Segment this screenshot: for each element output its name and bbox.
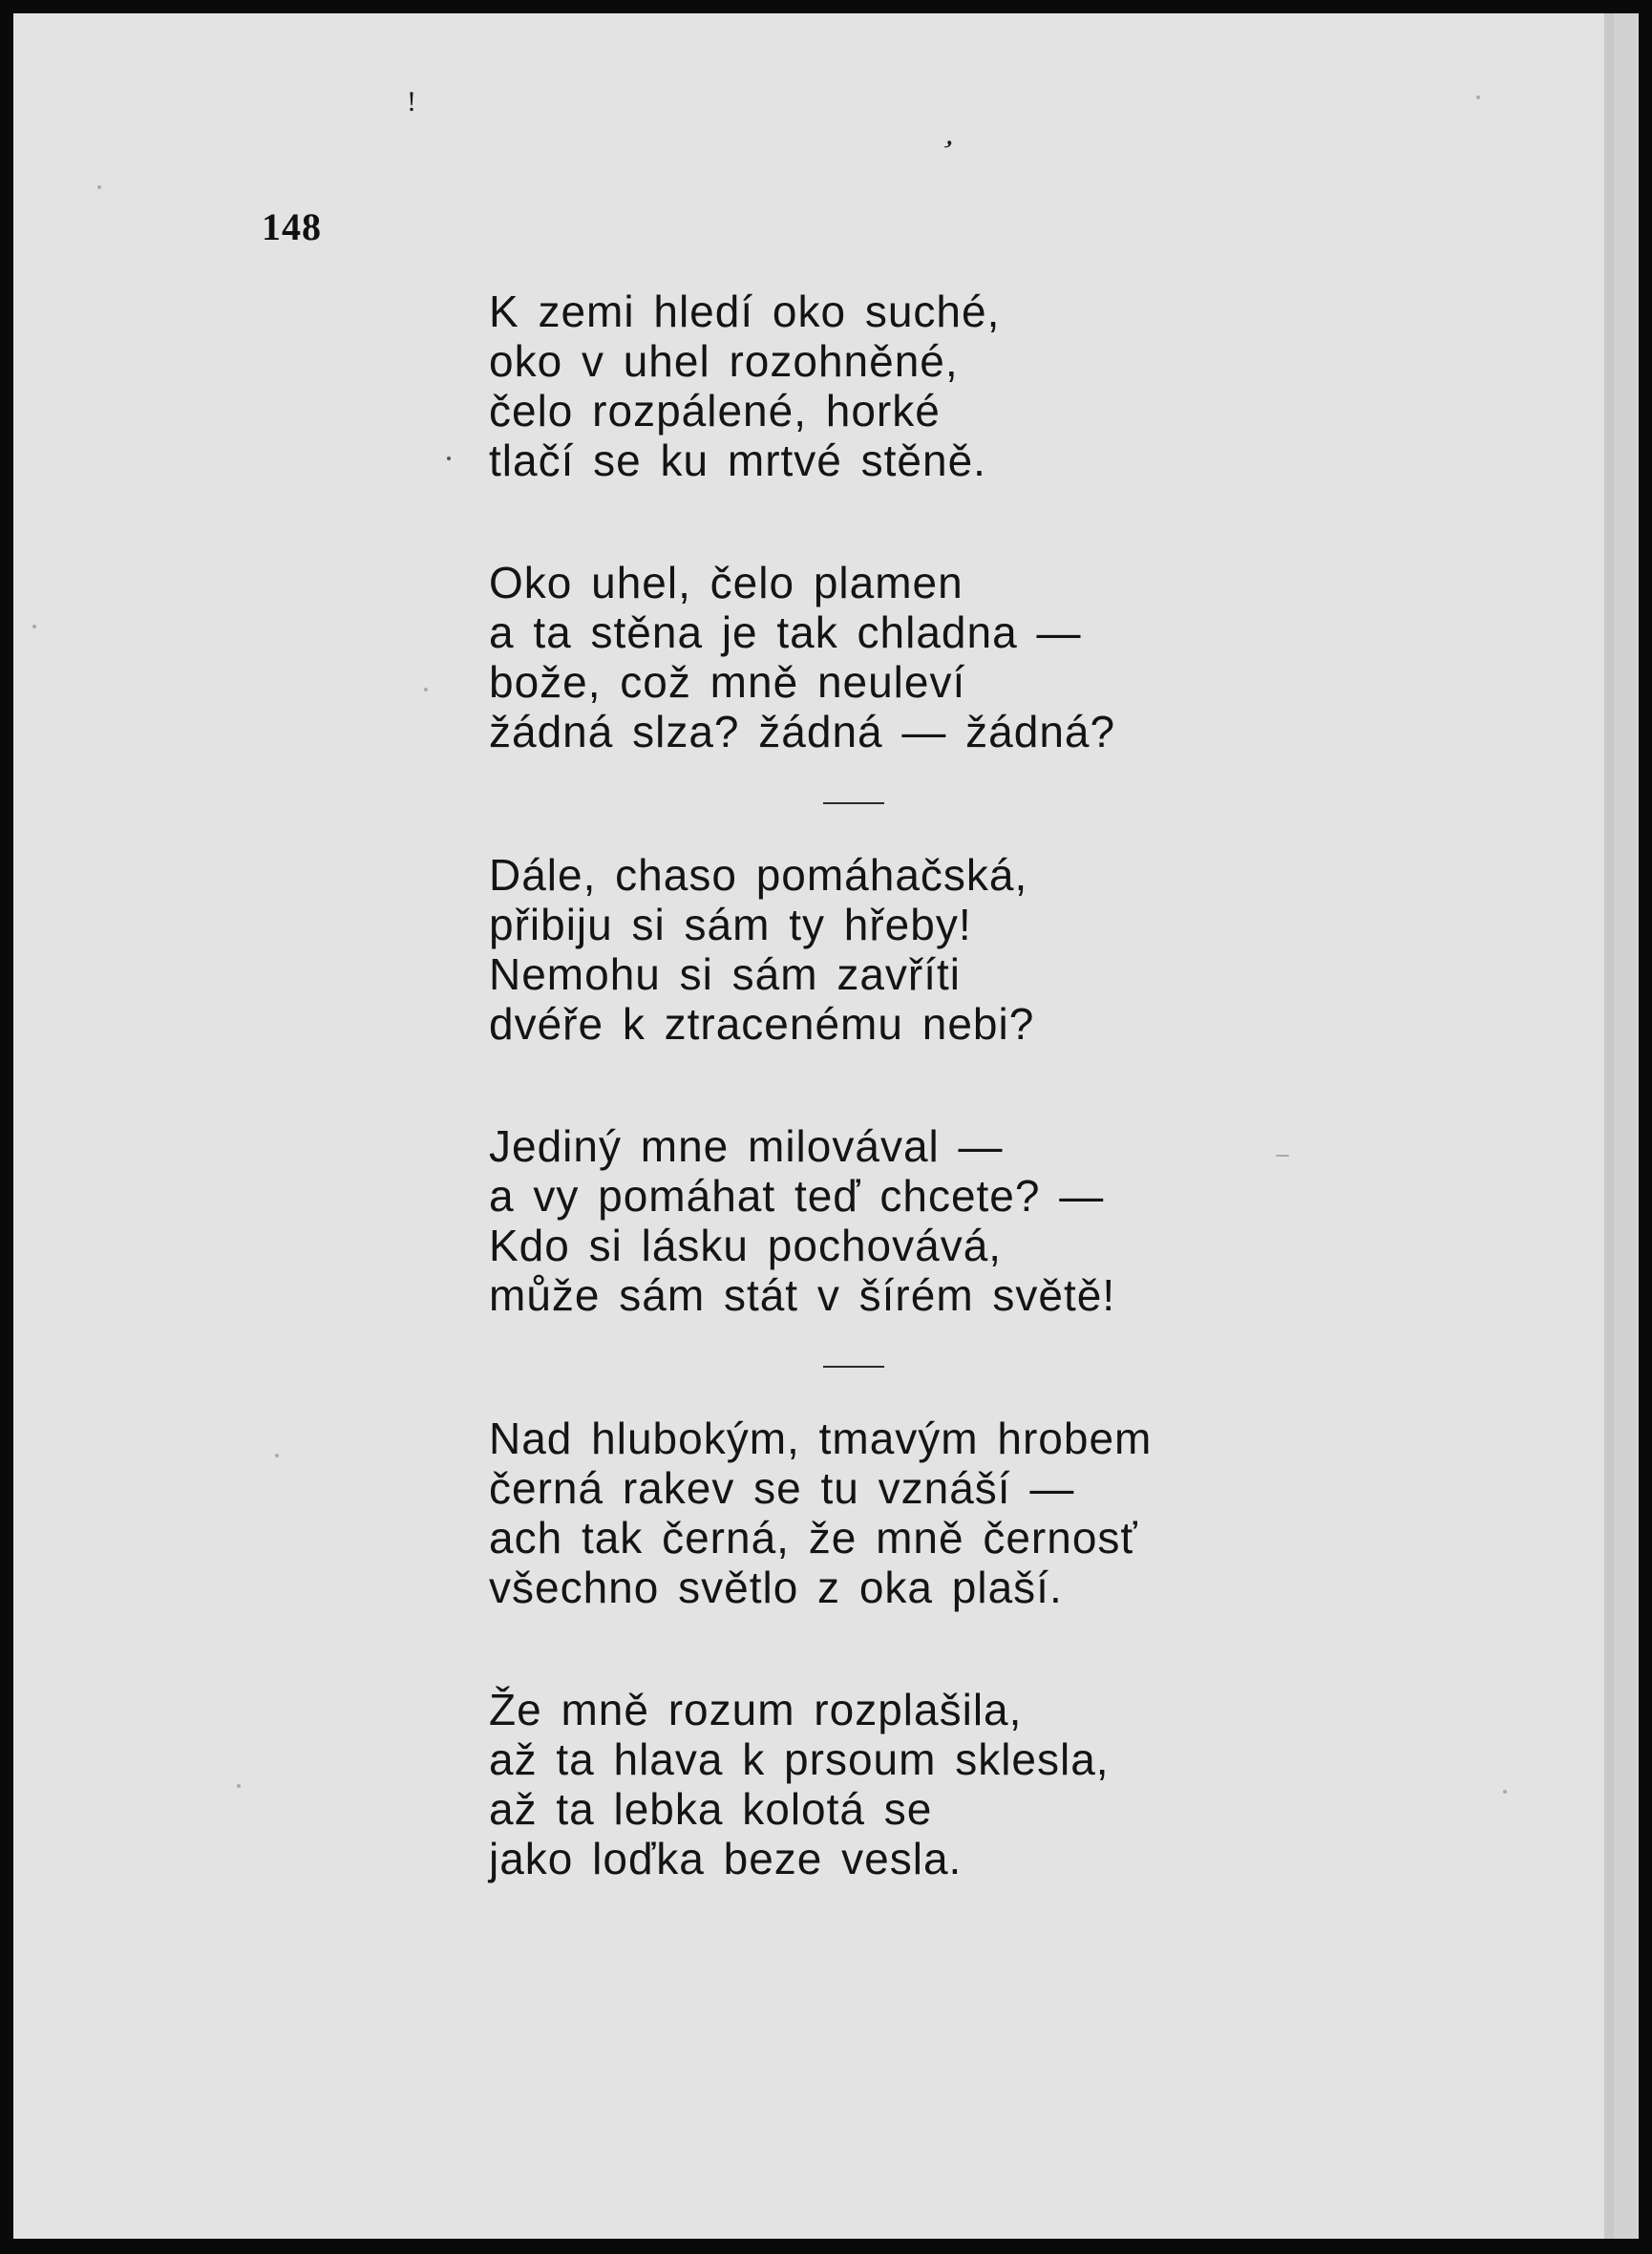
poem-line: čelo rozpálené, horké — [489, 386, 941, 436]
page-edge — [1614, 13, 1639, 2239]
poem-line: Nad hlubokým, tmavým hrobem — [489, 1414, 1153, 1463]
poem-line: všechno světlo z oka plaší. — [489, 1563, 1063, 1612]
dust-speck — [32, 625, 36, 628]
poem-line: přibiju si sám ty hřeby! — [489, 900, 972, 949]
stanza-2 — [489, 558, 1539, 756]
stanza-gap — [489, 485, 1539, 558]
page-number: 148 — [262, 205, 322, 248]
poem — [489, 287, 1539, 1883]
poem-line: Že mně rozum rozplašila, — [489, 1685, 1023, 1734]
stanza-4 — [489, 1121, 1539, 1320]
poem-line: jako loďka beze vesla. — [489, 1834, 963, 1883]
dust-speck — [237, 1784, 241, 1788]
poem-line: může sám stát v šírém světě! — [489, 1270, 1116, 1320]
poem-line: až ta lebka kolotá se — [489, 1784, 933, 1834]
poem-line: bože, což mně neuleví — [489, 657, 966, 707]
poem-line: až ta hlava k prsoum sklesla, — [489, 1734, 1110, 1784]
stanza-gap — [489, 756, 1539, 802]
poem-line: K zemi hledí oko suché, — [489, 287, 1001, 336]
poem-line: tlačí se ku mrtvé stěně. — [489, 436, 986, 485]
stanza-5 — [489, 1414, 1539, 1612]
stanza-gap — [489, 1368, 1539, 1414]
dust-speck — [275, 1454, 279, 1457]
dust-speck — [447, 457, 451, 460]
stanza-gap — [489, 1320, 1539, 1366]
stanza-gap — [489, 1049, 1539, 1121]
poem-line: Oko uhel, čelo plamen — [489, 558, 964, 607]
poem-line: a vy pomáhat teď chcete? — — [489, 1171, 1105, 1221]
stanza-gap — [489, 804, 1539, 850]
poem-line: Kdo si lásku pochovává, — [489, 1221, 1003, 1270]
dust-speck — [97, 185, 101, 189]
stanza-6 — [489, 1685, 1539, 1883]
stanza-1 — [489, 287, 1539, 485]
stanza-gap — [489, 1612, 1539, 1685]
poem-line: ach tak černá, že mně černosť — [489, 1513, 1138, 1563]
poem-line: žádná slza? žádná — žádná? — [489, 707, 1116, 756]
ink-mark: ! — [407, 86, 416, 117]
dust-speck — [424, 688, 428, 691]
stanza-3 — [489, 850, 1539, 1049]
poem-line: černá rakev se tu vznáší — — [489, 1463, 1075, 1513]
poem-line: Jediný mne milovával — — [489, 1121, 1004, 1171]
poem-line: a ta stěna je tak chladna — — [489, 607, 1082, 657]
poem-line: Dále, chaso pomáhačská, — [489, 850, 1028, 900]
ink-mark: ʼ — [932, 133, 958, 170]
poem-line: Nemohu si sám zavříti — [489, 949, 962, 999]
dust-speck — [1476, 96, 1480, 99]
poem-line: dvéře k ztracenému nebi? — [489, 999, 1035, 1049]
poem-line: oko v uhel rozohněné, — [489, 336, 959, 386]
